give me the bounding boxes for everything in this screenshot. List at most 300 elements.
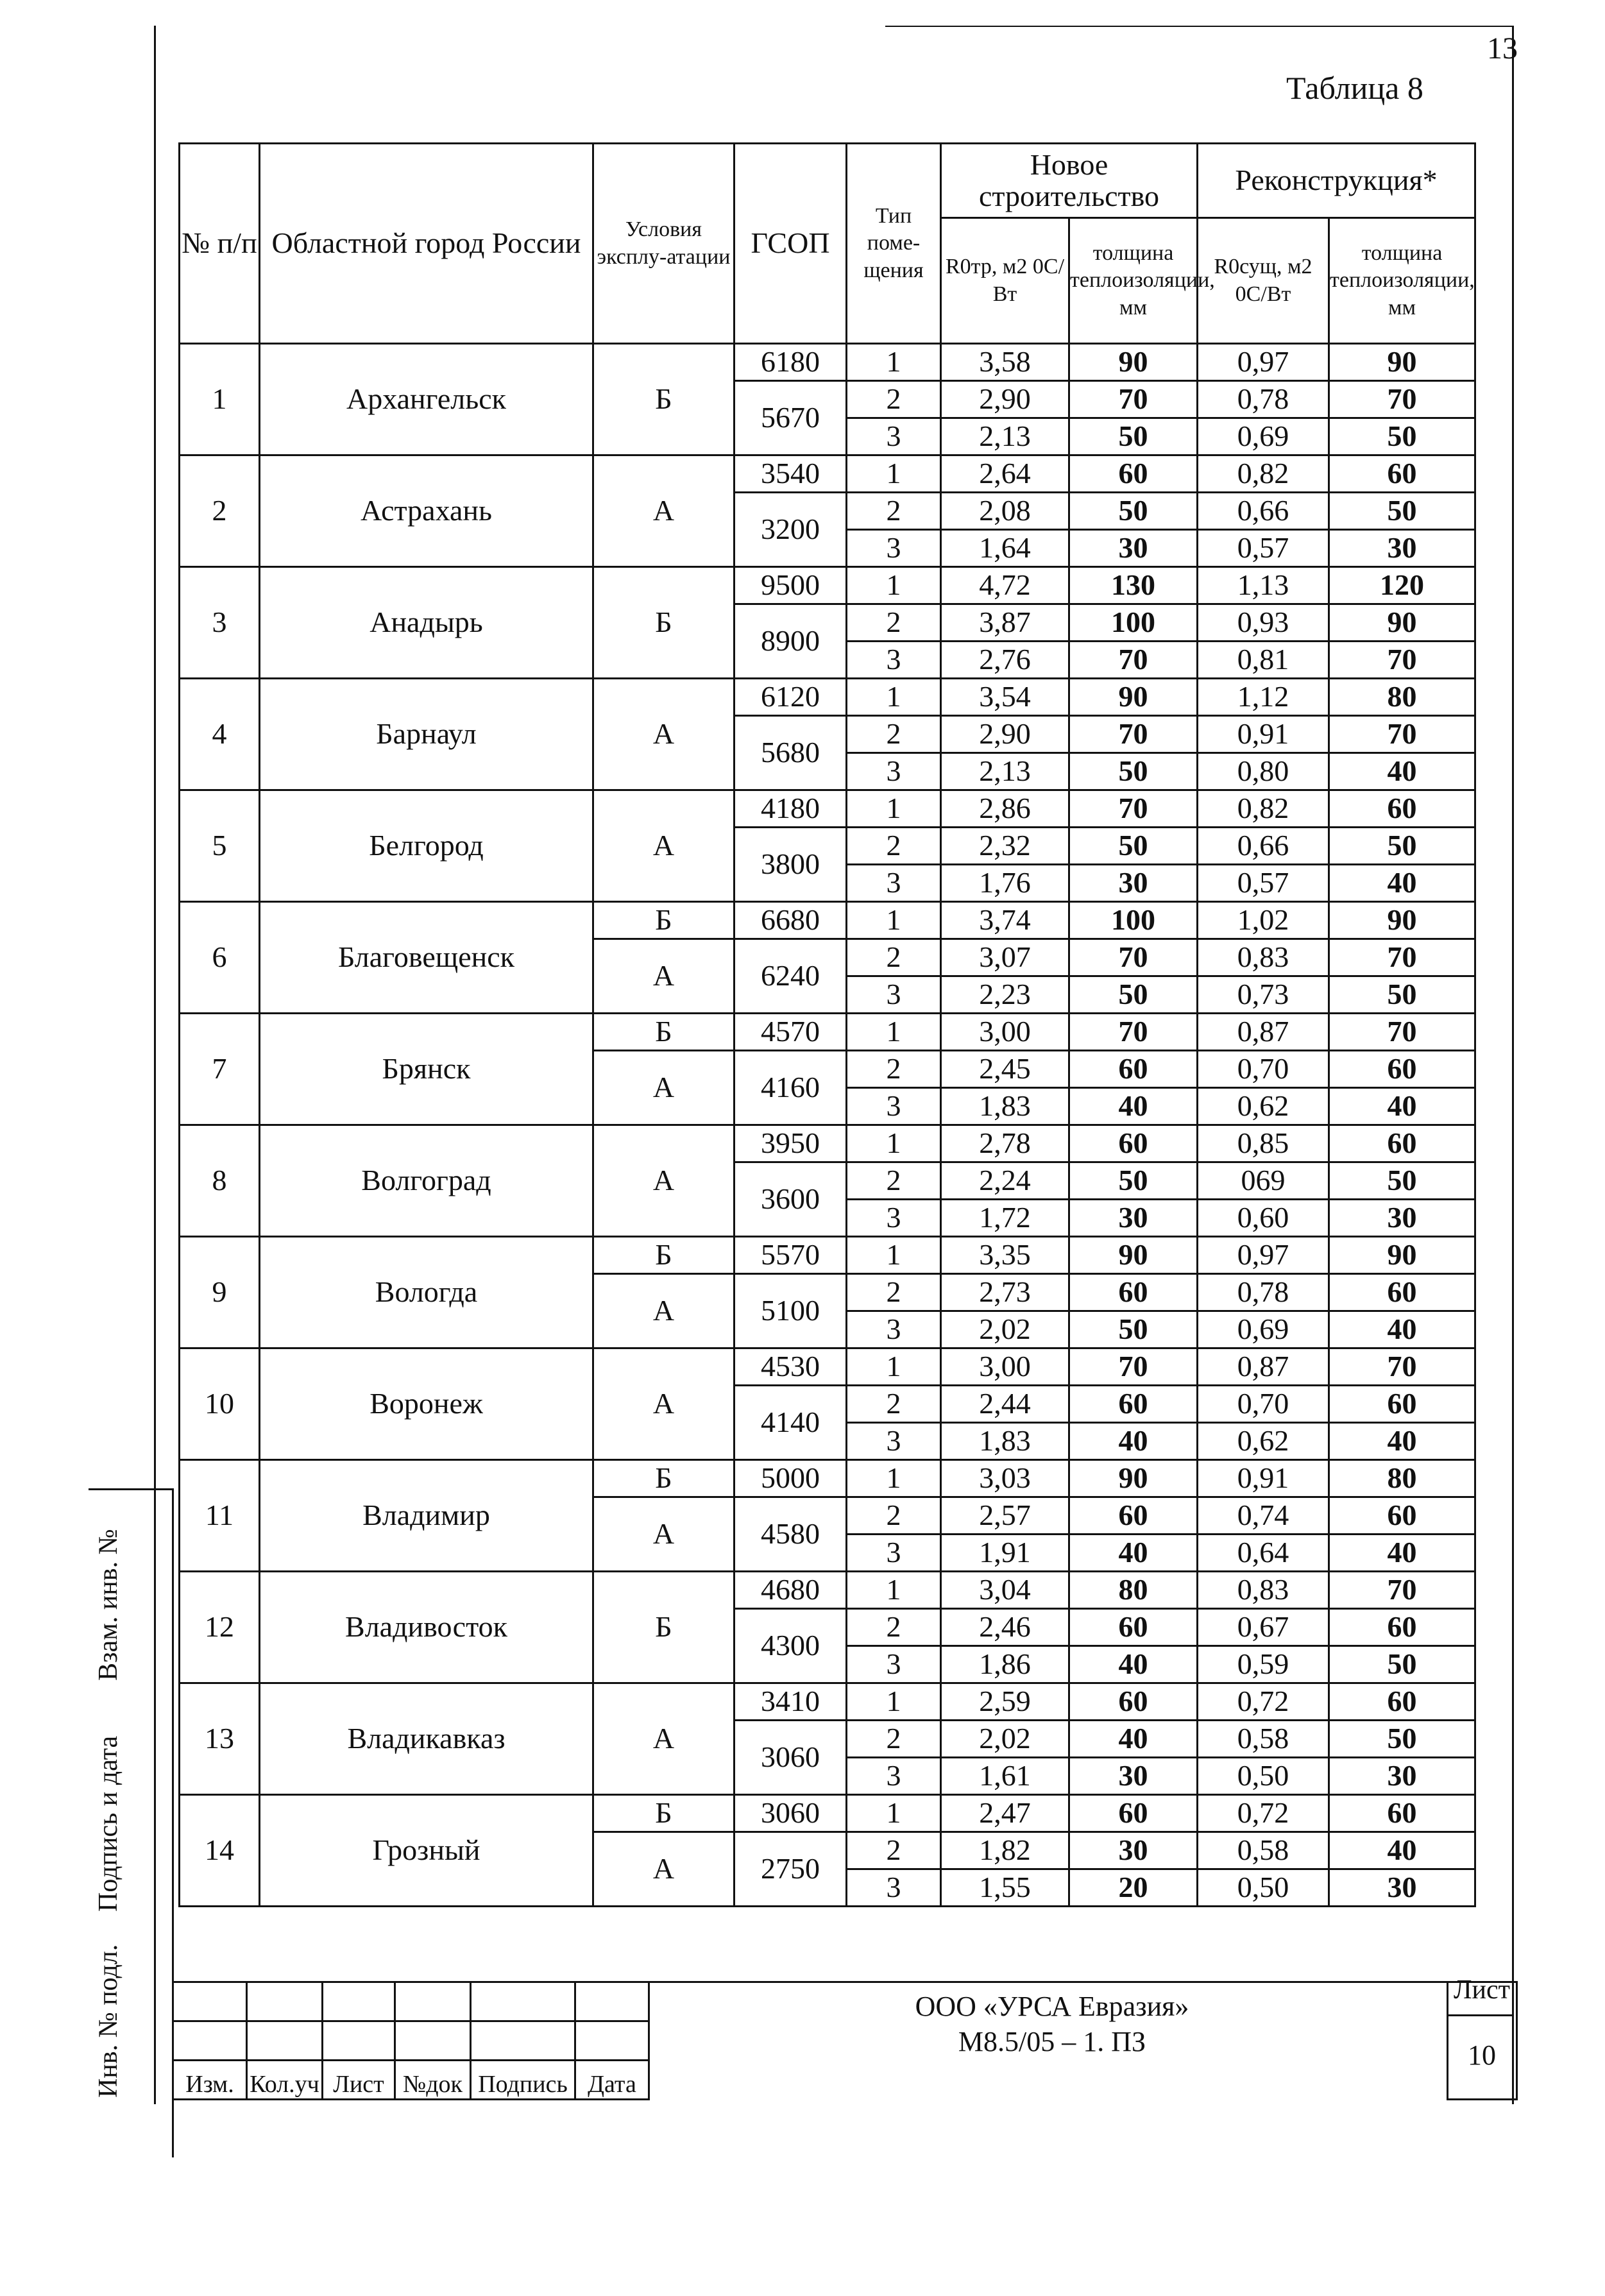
- gsop-cell: 3410: [735, 1683, 847, 1721]
- room-type-cell: 2: [847, 1162, 941, 1200]
- thickness-recon-cell: 70: [1329, 939, 1475, 976]
- row-number: 7: [180, 1014, 260, 1125]
- thickness-new-cell: 30: [1069, 1200, 1198, 1237]
- thickness-recon-cell: 40: [1329, 1423, 1475, 1460]
- r-existing-cell: 0,50: [1198, 1869, 1329, 1907]
- r-required-cell: 1,61: [941, 1758, 1069, 1795]
- r-required-cell: 3,54: [941, 679, 1069, 716]
- table-row: [180, 1348, 1475, 1386]
- r-existing-cell: 0,69: [1198, 1311, 1329, 1348]
- r-required-cell: 2,57: [941, 1497, 1069, 1535]
- room-type-cell: 1: [847, 1460, 941, 1497]
- gsop-cell: 4580: [735, 1497, 847, 1572]
- r-required-cell: 2,24: [941, 1162, 1069, 1200]
- r-required-cell: 2,32: [941, 828, 1069, 865]
- thickness-new-cell: 70: [1069, 1014, 1198, 1051]
- gsop-cell: 3200: [735, 493, 847, 567]
- thickness-recon-cell: 30: [1329, 1200, 1475, 1237]
- r-existing-cell: 0,62: [1198, 1088, 1329, 1125]
- r-existing-cell: 0,82: [1198, 455, 1329, 493]
- room-type-cell: 3: [847, 1311, 941, 1348]
- thickness-recon-cell: 60: [1329, 1125, 1475, 1162]
- thickness-recon-cell: 40: [1329, 1088, 1475, 1125]
- thickness-new-cell: 50: [1069, 976, 1198, 1014]
- gsop-cell: 4530: [735, 1348, 847, 1386]
- gsop-cell: 3060: [735, 1721, 847, 1795]
- r-existing-cell: 0,78: [1198, 1274, 1329, 1311]
- r-required-cell: 2,73: [941, 1274, 1069, 1311]
- stamp-col-podpis: Подпись: [471, 2061, 575, 2100]
- thickness-recon-cell: 60: [1329, 790, 1475, 828]
- thickness-new-cell: 50: [1069, 418, 1198, 455]
- r-required-cell: 1,83: [941, 1088, 1069, 1125]
- city-name: Владимир: [260, 1460, 593, 1572]
- thickness-recon-cell: 50: [1329, 1721, 1475, 1758]
- frame-top-line: [885, 26, 1514, 27]
- thickness-recon-cell: 30: [1329, 530, 1475, 567]
- city-name: Благовещенск: [260, 902, 593, 1014]
- r-existing-cell: 0,67: [1198, 1609, 1329, 1646]
- thickness-new-cell: 90: [1069, 679, 1198, 716]
- stamp-col-data: Дата: [575, 2061, 649, 2100]
- thickness-recon-cell: 60: [1329, 1683, 1475, 1721]
- r-required-cell: 4,72: [941, 567, 1069, 604]
- sheet-number: 10: [1468, 2039, 1496, 2071]
- r-required-cell: 3,00: [941, 1014, 1069, 1051]
- condition-cell: Б: [593, 567, 735, 679]
- frame-right-line: [1512, 26, 1514, 2104]
- city-name: Владикавказ: [260, 1683, 593, 1795]
- room-type-cell: 3: [847, 1423, 941, 1460]
- side-label-podpis-data: Подпись и дата: [94, 1735, 123, 1912]
- gsop-cell: 4140: [735, 1386, 847, 1460]
- table-body: [180, 344, 1475, 1907]
- thickness-recon-cell: 60: [1329, 1795, 1475, 1832]
- thickness-recon-cell: 60: [1329, 1609, 1475, 1646]
- stamp-col-izm: Изм.: [173, 2061, 247, 2100]
- gsop-cell: 4680: [735, 1572, 847, 1609]
- table-caption: Таблица 8: [1286, 70, 1423, 106]
- r-required-cell: 2,02: [941, 1311, 1069, 1348]
- city-name: Брянск: [260, 1014, 593, 1125]
- city-name: Архангельск: [260, 344, 593, 455]
- r-existing-cell: 0,57: [1198, 865, 1329, 902]
- thickness-new-cell: 30: [1069, 530, 1198, 567]
- r-existing-cell: 0,91: [1198, 716, 1329, 753]
- city-name: Воронеж: [260, 1348, 593, 1460]
- gsop-cell: 2750: [735, 1832, 847, 1907]
- header-thickness-recon: толщина теплоизоляции, мм: [1329, 218, 1475, 344]
- row-number: 14: [180, 1795, 260, 1907]
- header-num: № п/п: [180, 144, 260, 344]
- side-label-vzam-inv: Взам. инв. №: [94, 1529, 123, 1681]
- r-existing-cell: 0,82: [1198, 790, 1329, 828]
- thickness-recon-cell: 120: [1329, 567, 1475, 604]
- thickness-recon-cell: 50: [1329, 493, 1475, 530]
- room-type-cell: 3: [847, 642, 941, 679]
- room-type-cell: 2: [847, 828, 941, 865]
- r-existing-cell: 1,13: [1198, 567, 1329, 604]
- thickness-new-cell: 70: [1069, 381, 1198, 418]
- sheet-box-divider: [1447, 2014, 1514, 2016]
- thickness-recon-cell: 50: [1329, 976, 1475, 1014]
- thickness-recon-cell: 60: [1329, 1386, 1475, 1423]
- thickness-recon-cell: 60: [1329, 1051, 1475, 1088]
- city-name: Владивосток: [260, 1572, 593, 1683]
- thickness-recon-cell: 50: [1329, 1646, 1475, 1683]
- gsop-cell: 5680: [735, 716, 847, 790]
- r-required-cell: 2,47: [941, 1795, 1069, 1832]
- thickness-new-cell: 90: [1069, 1237, 1198, 1274]
- city-name: Волгоград: [260, 1125, 593, 1237]
- row-number: 6: [180, 902, 260, 1014]
- thickness-recon-cell: 90: [1329, 604, 1475, 642]
- r-required-cell: 1,86: [941, 1646, 1069, 1683]
- thickness-new-cell: 40: [1069, 1721, 1198, 1758]
- stamp-doc-code: М8.5/05 – 1. ПЗ: [958, 2026, 1146, 2057]
- gsop-cell: 6180: [735, 344, 847, 381]
- r-required-cell: 2,23: [941, 976, 1069, 1014]
- thickness-new-cell: 60: [1069, 455, 1198, 493]
- gsop-cell: 5000: [735, 1460, 847, 1497]
- insulation-table: [178, 142, 1476, 1907]
- room-type-cell: 1: [847, 567, 941, 604]
- r-required-cell: 3,58: [941, 344, 1069, 381]
- r-existing-cell: 0,81: [1198, 642, 1329, 679]
- thickness-new-cell: 50: [1069, 828, 1198, 865]
- gsop-cell: 6240: [735, 939, 847, 1014]
- thickness-new-cell: 90: [1069, 344, 1198, 381]
- r-required-cell: 2,76: [941, 642, 1069, 679]
- thickness-new-cell: 130: [1069, 567, 1198, 604]
- header-conditions: Условия эксплу-атации: [593, 144, 735, 344]
- header-thickness-new: толщина теплоизоляции, мм: [1069, 218, 1198, 344]
- room-type-cell: 1: [847, 1683, 941, 1721]
- r-existing-cell: 0,73: [1198, 976, 1329, 1014]
- stamp-col-list: Лист: [323, 2061, 395, 2100]
- room-type-cell: 2: [847, 1274, 941, 1311]
- condition-cell: А: [593, 455, 735, 567]
- r-required-cell: 1,55: [941, 1869, 1069, 1907]
- room-type-cell: 1: [847, 902, 941, 939]
- row-number: 8: [180, 1125, 260, 1237]
- gsop-cell: 4160: [735, 1051, 847, 1125]
- room-type-cell: 2: [847, 381, 941, 418]
- thickness-new-cell: 20: [1069, 1869, 1198, 1907]
- condition-cell: Б: [593, 1572, 735, 1683]
- r-required-cell: 1,91: [941, 1535, 1069, 1572]
- thickness-new-cell: 30: [1069, 1758, 1198, 1795]
- header-r-required: R0тр, м2 0С/Вт: [941, 218, 1069, 344]
- gsop-cell: 5100: [735, 1274, 847, 1348]
- thickness-recon-cell: 90: [1329, 1237, 1475, 1274]
- thickness-new-cell: 60: [1069, 1497, 1198, 1535]
- city-name: Астрахань: [260, 455, 593, 567]
- r-existing-cell: 0,66: [1198, 493, 1329, 530]
- room-type-cell: 1: [847, 790, 941, 828]
- r-required-cell: 3,74: [941, 902, 1069, 939]
- table-row: [180, 567, 1475, 604]
- title-block: [172, 1981, 650, 2100]
- r-required-cell: 3,35: [941, 1237, 1069, 1274]
- row-number: 2: [180, 455, 260, 567]
- r-required-cell: 1,82: [941, 1832, 1069, 1869]
- table-row: [180, 1795, 1475, 1832]
- room-type-cell: 2: [847, 604, 941, 642]
- stamp-col-ndok: №док: [395, 2061, 471, 2100]
- thickness-recon-cell: 70: [1329, 1348, 1475, 1386]
- r-existing-cell: 0,93: [1198, 604, 1329, 642]
- thickness-new-cell: 40: [1069, 1088, 1198, 1125]
- header-room-type: Тип поме-щения: [847, 144, 941, 344]
- room-type-cell: 2: [847, 1609, 941, 1646]
- r-existing-cell: 0,60: [1198, 1200, 1329, 1237]
- r-existing-cell: 0,85: [1198, 1125, 1329, 1162]
- r-existing-cell: 0,87: [1198, 1348, 1329, 1386]
- thickness-recon-cell: 70: [1329, 642, 1475, 679]
- table-row: [180, 679, 1475, 716]
- thickness-new-cell: 60: [1069, 1795, 1198, 1832]
- thickness-new-cell: 70: [1069, 716, 1198, 753]
- thickness-recon-cell: 50: [1329, 828, 1475, 865]
- table-row: [180, 344, 1475, 381]
- sheet-label: Лист: [1454, 1975, 1510, 2005]
- thickness-new-cell: 100: [1069, 902, 1198, 939]
- r-existing-cell: 0,97: [1198, 344, 1329, 381]
- r-existing-cell: 0,80: [1198, 753, 1329, 790]
- thickness-recon-cell: 70: [1329, 1572, 1475, 1609]
- r-required-cell: 2,90: [941, 381, 1069, 418]
- r-existing-cell: 0,62: [1198, 1423, 1329, 1460]
- gsop-cell: 5670: [735, 381, 847, 455]
- thickness-new-cell: 50: [1069, 493, 1198, 530]
- condition-cell: А: [593, 1051, 735, 1125]
- condition-cell: А: [593, 1497, 735, 1572]
- row-number: 3: [180, 567, 260, 679]
- room-type-cell: 1: [847, 679, 941, 716]
- r-required-cell: 2,44: [941, 1386, 1069, 1423]
- room-type-cell: 2: [847, 939, 941, 976]
- thickness-new-cell: 90: [1069, 1460, 1198, 1497]
- thickness-recon-cell: 60: [1329, 455, 1475, 493]
- room-type-cell: 3: [847, 753, 941, 790]
- thickness-new-cell: 30: [1069, 1832, 1198, 1869]
- gsop-cell: 8900: [735, 604, 847, 679]
- room-type-cell: 2: [847, 1051, 941, 1088]
- condition-cell: А: [593, 939, 735, 1014]
- r-required-cell: 2,78: [941, 1125, 1069, 1162]
- table-row: [180, 455, 1475, 493]
- row-number: 11: [180, 1460, 260, 1572]
- r-required-cell: 1,64: [941, 530, 1069, 567]
- room-type-cell: 3: [847, 1200, 941, 1237]
- thickness-recon-cell: 30: [1329, 1758, 1475, 1795]
- thickness-recon-cell: 40: [1329, 1311, 1475, 1348]
- room-type-cell: 3: [847, 976, 941, 1014]
- thickness-new-cell: 50: [1069, 1311, 1198, 1348]
- gsop-cell: 4570: [735, 1014, 847, 1051]
- condition-cell: А: [593, 790, 735, 902]
- room-type-cell: 3: [847, 1535, 941, 1572]
- condition-cell: Б: [593, 902, 735, 939]
- r-existing-cell: 0,70: [1198, 1386, 1329, 1423]
- city-name: Грозный: [260, 1795, 593, 1907]
- header-reconstruction: Реконструкция*: [1198, 144, 1475, 218]
- r-existing-cell: 0,59: [1198, 1646, 1329, 1683]
- thickness-new-cell: 60: [1069, 1051, 1198, 1088]
- table-row: [180, 1683, 1475, 1721]
- condition-cell: А: [593, 679, 735, 790]
- thickness-recon-cell: 80: [1329, 1460, 1475, 1497]
- room-type-cell: 2: [847, 1832, 941, 1869]
- gsop-cell: 4180: [735, 790, 847, 828]
- city-name: Белгород: [260, 790, 593, 902]
- room-type-cell: 2: [847, 1386, 941, 1423]
- r-existing-cell: 0,72: [1198, 1795, 1329, 1832]
- condition-cell: А: [593, 1348, 735, 1460]
- gsop-cell: 3540: [735, 455, 847, 493]
- r-required-cell: 3,87: [941, 604, 1069, 642]
- condition-cell: Б: [593, 1237, 735, 1274]
- r-existing-cell: 0,97: [1198, 1237, 1329, 1274]
- side-label-inv-podl: Инв. № подл.: [94, 1944, 123, 2098]
- r-existing-cell: 0,57: [1198, 530, 1329, 567]
- row-number: 13: [180, 1683, 260, 1795]
- r-required-cell: 3,03: [941, 1460, 1069, 1497]
- room-type-cell: 1: [847, 1125, 941, 1162]
- thickness-recon-cell: 90: [1329, 344, 1475, 381]
- r-existing-cell: 0,70: [1198, 1051, 1329, 1088]
- thickness-recon-cell: 90: [1329, 902, 1475, 939]
- r-existing-cell: 0,83: [1198, 1572, 1329, 1609]
- r-existing-cell: 0,91: [1198, 1460, 1329, 1497]
- room-type-cell: 2: [847, 493, 941, 530]
- gsop-cell: 3800: [735, 828, 847, 902]
- r-required-cell: 2,02: [941, 1721, 1069, 1758]
- table-row: [180, 1572, 1475, 1609]
- gsop-cell: 3950: [735, 1125, 847, 1162]
- condition-cell: Б: [593, 1014, 735, 1051]
- room-type-cell: 3: [847, 530, 941, 567]
- stamp-top-line: [172, 1981, 1513, 1983]
- room-type-cell: 1: [847, 1237, 941, 1274]
- table-row: [180, 1237, 1475, 1274]
- room-type-cell: 3: [847, 1088, 941, 1125]
- r-existing-cell: 1,12: [1198, 679, 1329, 716]
- condition-cell: А: [593, 1683, 735, 1795]
- r-existing-cell: 0,87: [1198, 1014, 1329, 1051]
- thickness-recon-cell: 50: [1329, 1162, 1475, 1200]
- thickness-new-cell: 70: [1069, 642, 1198, 679]
- condition-cell: А: [593, 1125, 735, 1237]
- thickness-new-cell: 30: [1069, 865, 1198, 902]
- r-existing-cell: 0,78: [1198, 381, 1329, 418]
- header-r-existing: R0сущ, м2 0С/Вт: [1198, 218, 1329, 344]
- table-row: [180, 1014, 1475, 1051]
- row-number: 5: [180, 790, 260, 902]
- condition-cell: А: [593, 1832, 735, 1907]
- condition-cell: А: [593, 1274, 735, 1348]
- r-required-cell: 2,45: [941, 1051, 1069, 1088]
- r-required-cell: 3,07: [941, 939, 1069, 976]
- stamp-org-block: [654, 1989, 1450, 2059]
- r-existing-cell: 069: [1198, 1162, 1329, 1200]
- condition-cell: Б: [593, 1795, 735, 1832]
- thickness-recon-cell: 40: [1329, 1535, 1475, 1572]
- thickness-new-cell: 60: [1069, 1274, 1198, 1311]
- room-type-cell: 1: [847, 1795, 941, 1832]
- thickness-recon-cell: 70: [1329, 381, 1475, 418]
- room-type-cell: 2: [847, 1497, 941, 1535]
- gsop-cell: 4300: [735, 1609, 847, 1683]
- room-type-cell: 3: [847, 1869, 941, 1907]
- r-required-cell: 3,04: [941, 1572, 1069, 1609]
- stamp-org-name: ООО «УРСА Евразия»: [915, 1991, 1189, 2022]
- room-type-cell: 3: [847, 865, 941, 902]
- r-required-cell: 2,64: [941, 455, 1069, 493]
- r-existing-cell: 0,83: [1198, 939, 1329, 976]
- room-type-cell: 1: [847, 1348, 941, 1386]
- table-row: [180, 1125, 1475, 1162]
- room-type-cell: 3: [847, 418, 941, 455]
- room-type-cell: 1: [847, 1572, 941, 1609]
- thickness-new-cell: 60: [1069, 1125, 1198, 1162]
- condition-cell: Б: [593, 344, 735, 455]
- table-row: [180, 902, 1475, 939]
- r-required-cell: 1,72: [941, 1200, 1069, 1237]
- r-required-cell: 2,90: [941, 716, 1069, 753]
- room-type-cell: 3: [847, 1646, 941, 1683]
- thickness-recon-cell: 70: [1329, 1014, 1475, 1051]
- r-required-cell: 2,08: [941, 493, 1069, 530]
- thickness-new-cell: 60: [1069, 1386, 1198, 1423]
- gsop-cell: 6120: [735, 679, 847, 716]
- thickness-new-cell: 40: [1069, 1646, 1198, 1683]
- table-row: [180, 790, 1475, 828]
- r-existing-cell: 0,69: [1198, 418, 1329, 455]
- thickness-recon-cell: 60: [1329, 1497, 1475, 1535]
- city-name: Барнаул: [260, 679, 593, 790]
- thickness-new-cell: 40: [1069, 1423, 1198, 1460]
- r-existing-cell: 0,58: [1198, 1832, 1329, 1869]
- city-name: Анадырь: [260, 567, 593, 679]
- room-type-cell: 3: [847, 1758, 941, 1795]
- room-type-cell: 1: [847, 344, 941, 381]
- thickness-recon-cell: 40: [1329, 753, 1475, 790]
- r-existing-cell: 0,74: [1198, 1497, 1329, 1535]
- thickness-new-cell: 70: [1069, 790, 1198, 828]
- thickness-recon-cell: 70: [1329, 716, 1475, 753]
- thickness-new-cell: 40: [1069, 1535, 1198, 1572]
- thickness-new-cell: 70: [1069, 939, 1198, 976]
- r-existing-cell: 0,50: [1198, 1758, 1329, 1795]
- thickness-new-cell: 60: [1069, 1609, 1198, 1646]
- table-row: [180, 1460, 1475, 1497]
- r-required-cell: 2,46: [941, 1609, 1069, 1646]
- r-required-cell: 2,13: [941, 418, 1069, 455]
- stamp-col-kolich: Кол.уч: [247, 2061, 323, 2100]
- gsop-cell: 9500: [735, 567, 847, 604]
- r-required-cell: 2,59: [941, 1683, 1069, 1721]
- r-required-cell: 2,86: [941, 790, 1069, 828]
- city-name: Вологда: [260, 1237, 593, 1348]
- r-existing-cell: 0,72: [1198, 1683, 1329, 1721]
- r-required-cell: 1,76: [941, 865, 1069, 902]
- thickness-new-cell: 50: [1069, 1162, 1198, 1200]
- gsop-cell: 3060: [735, 1795, 847, 1832]
- thickness-recon-cell: 40: [1329, 1832, 1475, 1869]
- thickness-recon-cell: 30: [1329, 1869, 1475, 1907]
